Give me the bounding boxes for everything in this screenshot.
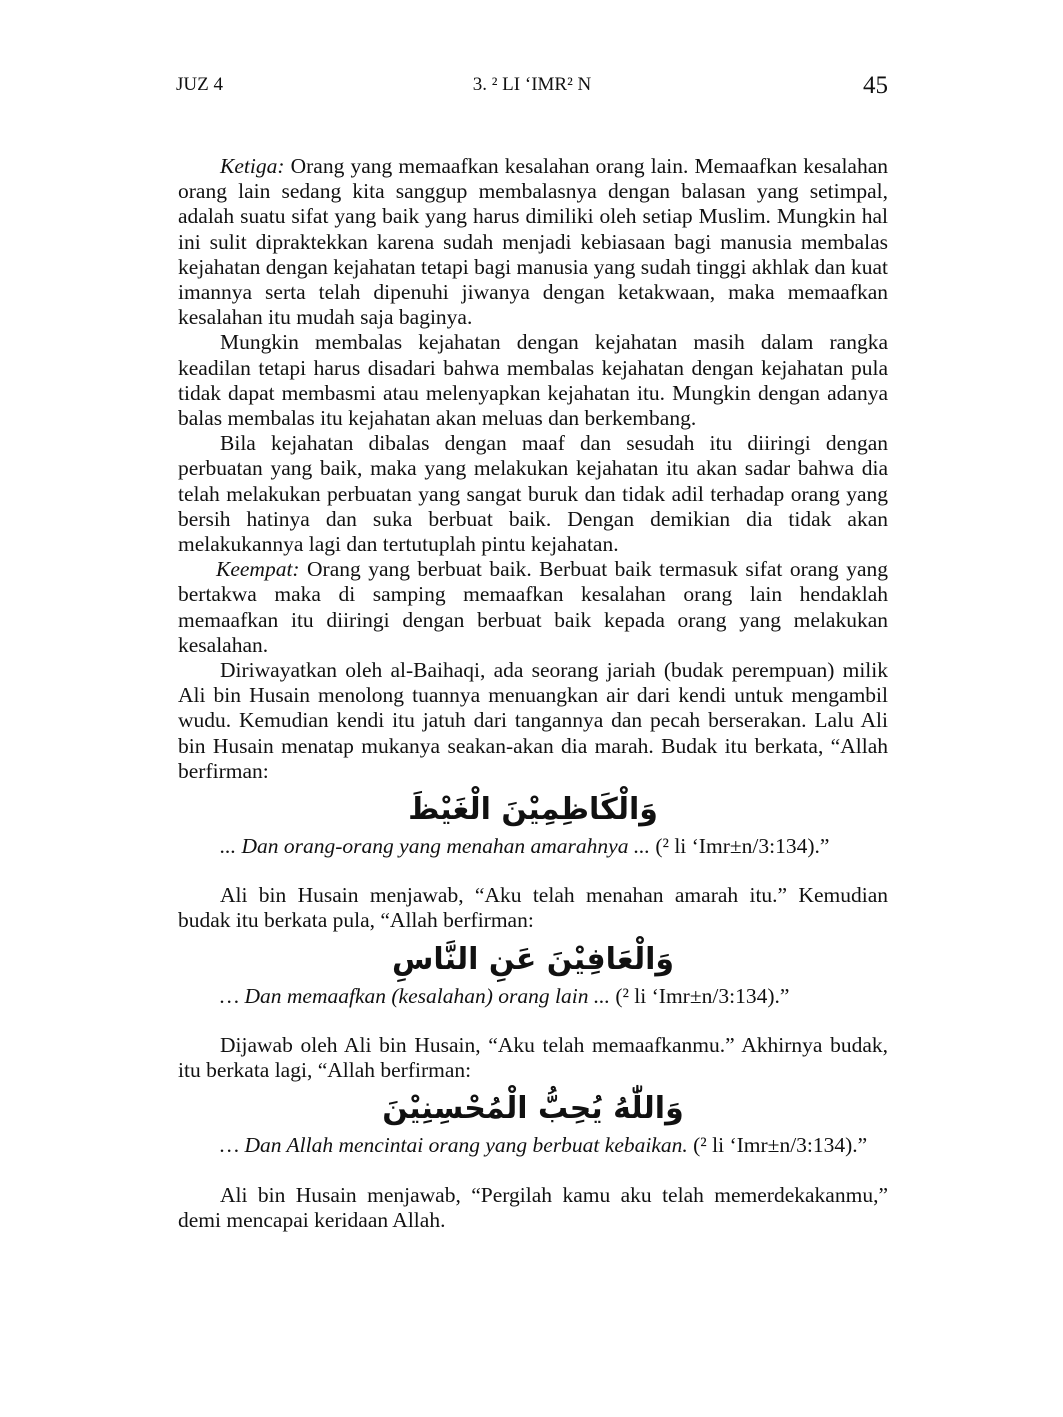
paragraph-text: Orang yang memaafkan kesalahan orang lain. Memaafkan kesalahan orang lain sedang kita sanggup membalasnya dengan balasan yang setimpal, adalah suatu sifat yang baik yang harus dimiliki oleh setiap Muslim. Mungkin hal ini sulit dipraktekkan karena sudah menjadi kebiasaan bagi manusia membalas kejahatan dengan kejahatan tetapi bagi manusia yang sudah tinggi akhlak dan kuat imannya serta telah dipenuhi jiwanya dengan ketakwaan, maka memaafkan kesalahan itu mudah saja baginya. bbox=[178, 154, 888, 330]
arabic-verse-3: وَاللّٰهُ يُحِبُّ الْمُحْسِنِيْنَ bbox=[382, 1091, 684, 1127]
spacer bbox=[178, 1159, 888, 1183]
paragraph-3: Bila kejahatan dibalas dengan maaf dan sesudah itu diiringi dengan perbuatan yang baik, maka yang melakukan kejahatan itu akan sadar bahwa dia telah melakukan perbuatan yang sangat buruk dan tidak adil terhadap orang yang bersih hatinya dan suka berbuat baik. Dengan demikian dia tidak akan melakukannya lagi dan tertutuplah pintu kejahatan. bbox=[178, 431, 888, 557]
translation-text: … Dan Allah mencintai orang yang berbuat kebaikan. bbox=[220, 1133, 688, 1158]
verse-translation-1 bbox=[178, 834, 888, 859]
juz-label: JUZ 4 bbox=[176, 74, 223, 95]
paragraph-5: Diriwayatkan oleh al-Baihaqi, ada seorang jariah (budak perempuan) milik Ali bin Husain menolong tuannya menuangkan air dari kendi untuk mengambil wudu. Kemudian kendi itu jatuh dari tangannya dan pecah berserakan. Lalu Ali bin Husain menatap mukanya seakan-akan dia marah. Budak itu berkata, “Allah berfirman: bbox=[178, 658, 888, 783]
verse-translation-2 bbox=[178, 984, 888, 1009]
paragraph-2: Mungkin membalas kejahatan dengan kejahatan masih dalam rangka keadilan tetapi harus disadari bahwa membalas kejahatan dengan kejahatan pula tidak dapat membasmi atau melenyapkan kejahatan itu. Mungkin dengan adanya balas membalas itu kejahatan akan meluas dan berkembang. bbox=[178, 330, 888, 431]
verse-reference: (² li ‘Imr±n/3:134).” bbox=[687, 1133, 868, 1158]
paragraph-lead: Keempat: bbox=[216, 557, 300, 582]
paragraph-ketiga bbox=[178, 154, 888, 330]
paragraph-8: Ali bin Husain menjawab, “Pergilah kamu aku telah memerdekakanmu,” demi mencapai keridaan Allah. bbox=[178, 1182, 888, 1232]
spacer bbox=[178, 1009, 888, 1033]
paragraph-keempat bbox=[178, 557, 888, 658]
arabic-verse-2: وَالْعَافِيْنَ عَنِ النَّاسِ bbox=[391, 941, 675, 977]
page-number: 45 bbox=[863, 72, 888, 99]
verse-translation-3 bbox=[178, 1133, 888, 1158]
page-header bbox=[176, 70, 888, 106]
verse-reference: (² li ‘Imr±n/3:134).” bbox=[609, 983, 790, 1008]
paragraph-text: Orang yang berbuat baik. Berbuat baik termasuk sifat orang yang bertakwa maka di samping memaafkan kesalahan orang lain hendaklah memaafkan itu diiringi dengan berbuat baik kepada orang yang melakukan kesalahan. bbox=[178, 557, 888, 657]
translation-text: … Dan memaafkan (kesalahan) orang lain ... bbox=[220, 983, 610, 1008]
arabic-verse-1: وَالْكَاظِمِيْنَ الْغَيْظَ bbox=[408, 792, 658, 828]
page-body bbox=[178, 154, 888, 1233]
surah-title: 3. ² LI ‘IMR² N bbox=[472, 74, 592, 95]
verse-reference: (² li ‘Imr±n/3:134).” bbox=[649, 834, 830, 859]
translation-text: ... Dan orang-orang yang menahan amarahnya ... bbox=[220, 834, 650, 859]
spacer bbox=[178, 859, 888, 883]
paragraph-7: Dijawab oleh Ali bin Husain, “Aku telah memaafkanmu.” Akhirnya budak, itu berkata lagi, “Allah berfirman: bbox=[178, 1032, 888, 1083]
paragraph-6: Ali bin Husain menjawab, “Aku telah menahan amarah itu.” Kemudian budak itu berkata pula, “Allah berfirman: bbox=[178, 883, 888, 933]
paragraph-lead: Ketiga: bbox=[220, 154, 285, 178]
